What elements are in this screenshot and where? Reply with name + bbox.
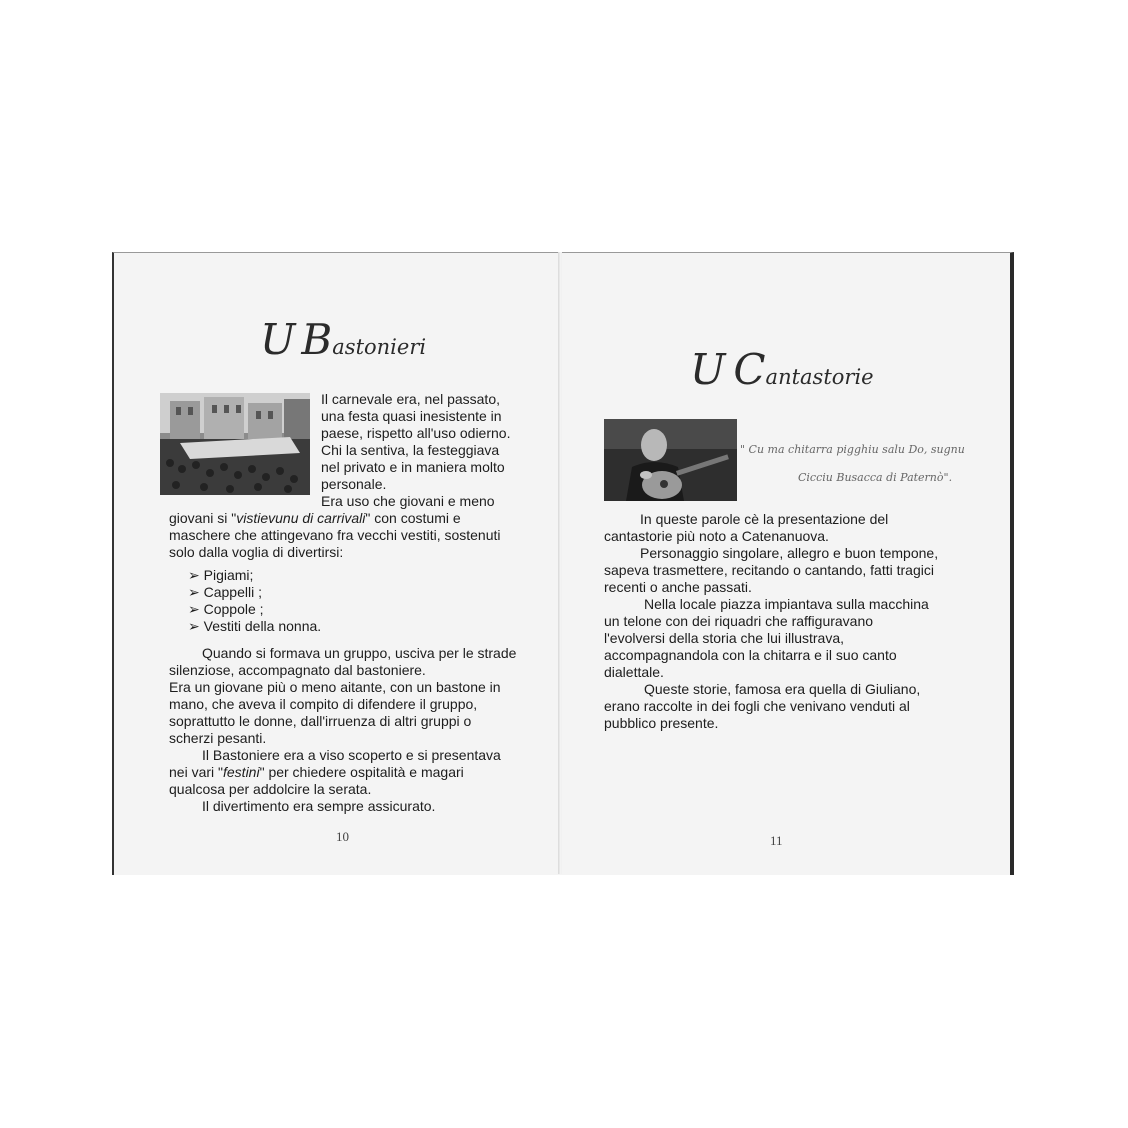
intro-line-7: Era uso che giovani e meno (321, 493, 495, 509)
para1-line-3: solo dalla voglia di divertirsi: (169, 544, 344, 560)
list-item: ➢ Coppole ; (188, 601, 264, 617)
page-number: 10 (336, 829, 349, 844)
para2-line-3: Era un giovane più o meno aitante, con un bastone in (169, 679, 501, 695)
body-line-5: recenti o anche passati. (604, 579, 752, 595)
title-rest: antastorie (765, 365, 874, 389)
body-line-10: dialettale. (604, 664, 664, 680)
title-initial-c: C (733, 345, 766, 394)
quote-line-2: Cicciu Busacca di Paternò". (798, 471, 953, 484)
body-line-12: erano raccolte in dei fogli che venivano venduti al (604, 698, 910, 714)
intro-line-1: Il carnevale era, nel passato, (321, 391, 500, 407)
carnival-crowd-photo (160, 393, 310, 495)
para1-line-1: giovani si "vistievunu di carrivali" con costumi e (169, 510, 461, 526)
para1-line-2: maschere che attingevano fra vecchi vestiti, sostenuti (169, 527, 501, 543)
body-line-11: Queste storie, famosa era quella di Giuliano, (644, 681, 921, 697)
left-page-title: U Bastonieri (260, 315, 427, 364)
arrow-bullet-icon: ➢ (188, 567, 200, 583)
intro-line-4: Chi la sentiva, la festeggiava (321, 442, 500, 458)
page-number: 11 (770, 833, 783, 848)
left-page (112, 252, 562, 875)
body-line-3: Personaggio singolare, allegro e buon tempone, (640, 545, 939, 561)
para2-line-5: soprattutto le donne, dall'irruenza di altri gruppi o (169, 713, 472, 729)
title-initial-u: U (690, 345, 726, 394)
cantastorie-guitar-photo (604, 419, 737, 501)
right-page-title (690, 345, 874, 394)
para2-line-6: scherzi pesanti. (169, 730, 267, 746)
para4-line: Il divertimento era sempre assicurato. (202, 798, 436, 814)
body-line-7: un telone con dei riquadri che raffiguravano (604, 613, 874, 629)
body-line-9: accompagnandola con la chitarra e il suo canto (604, 647, 897, 663)
para2-line-2: silenziose, accompagnato dal bastoniere. (169, 662, 426, 678)
book-spread (112, 252, 1014, 874)
body-line-6: Nella locale piazza impiantava sulla macchina (644, 596, 929, 612)
right-page (562, 252, 1014, 875)
list-item: ➢ Vestiti della nonna. (188, 618, 322, 634)
body-line-13: pubblico presente. (604, 715, 719, 731)
body-line-4: sapeva trasmettere, recitando o cantando, fatti tragici (604, 562, 934, 578)
title-rest: astonieri (332, 335, 427, 359)
para2-line-4: mano, che aveva il compito di difendere il gruppo, (169, 696, 478, 712)
para2-line-1: Quando si formava un gruppo, usciva per le strade (202, 645, 517, 661)
body-line-1: In queste parole cè la presentazione del (640, 511, 889, 527)
title-initial: U (260, 315, 296, 364)
list-item: ➢ Pigiami; (188, 567, 254, 583)
body-line-2: cantastorie più noto a Catenanuova. (604, 528, 829, 544)
arrow-bullet-icon: ➢ (188, 601, 200, 617)
para3-line-1: Il Bastoniere era a viso scoperto e si presentava (202, 747, 501, 763)
intro-line-3: paese, rispetto all'uso odierno. (321, 425, 511, 441)
para3-line-3: qualcosa per addolcire la serata. (169, 781, 372, 797)
quote-line-1: " Cu ma chitarra pigghiu salu Do, sugnu (740, 443, 965, 456)
intro-line-5: nel privato e in maniera molto (321, 459, 505, 475)
arrow-bullet-icon: ➢ (188, 584, 200, 600)
intro-line-2: una festa quasi inesistente in (321, 408, 502, 424)
body-line-8: l'evolversi della storia che lui illustrava, (604, 630, 844, 646)
intro-line-6: personale. (321, 476, 387, 492)
list-item: ➢ Cappelli ; (188, 584, 262, 600)
para3-line-2: nei vari "festini" per chiedere ospitalità e magari (169, 764, 464, 780)
arrow-bullet-icon: ➢ (188, 618, 200, 634)
